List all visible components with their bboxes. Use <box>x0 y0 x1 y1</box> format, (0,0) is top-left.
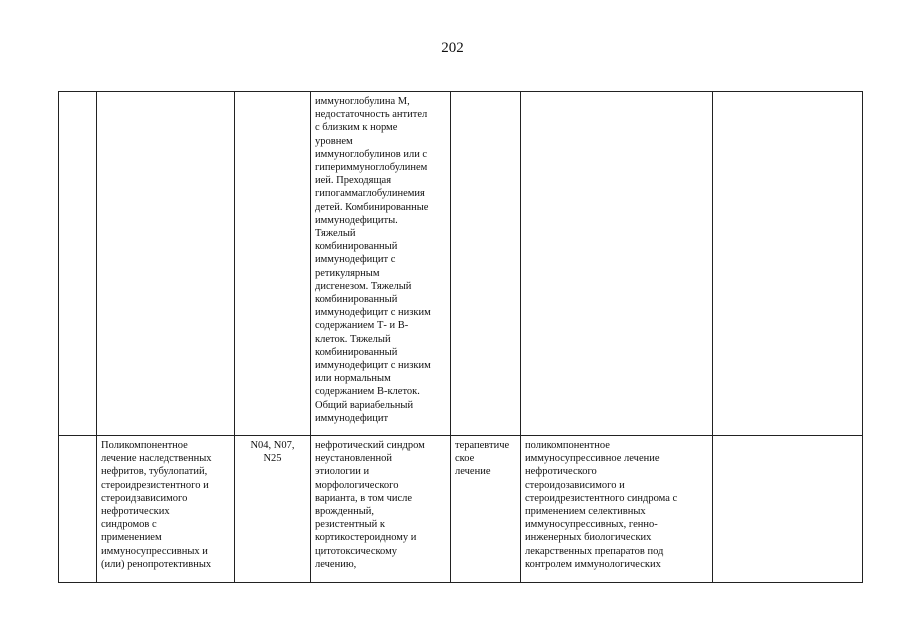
page-number: 202 <box>441 40 464 56</box>
treatment-name-cell <box>97 92 235 436</box>
treatment-type-cell: терапевтиче ское лечение <box>451 436 521 583</box>
icd-code-cell: N04, N07, N25 <box>235 436 311 583</box>
icd-code-cell <box>235 92 311 436</box>
diagnosis-cell: нефротический синдром неустановленной этиологии и морфологического варианта, в том числе врожденный, резистентный к кортикостероидному и цитотоксическому лечению, <box>311 436 451 583</box>
treatment-type-cell <box>451 92 521 436</box>
method-cell <box>521 92 713 436</box>
table-row <box>59 436 863 583</box>
extra-cell <box>713 92 863 436</box>
method-cell: поликомпонентное иммуносупрессивное лечение нефротического стероидозависимого и стероидрезистентного синдрома с применением селективных иммуносупрессивных, генно- инженерных биологических лекарственных препаратов под контролем иммунологических <box>521 436 713 583</box>
table-row <box>59 92 863 436</box>
extra-cell <box>713 436 863 583</box>
document-table <box>58 91 863 583</box>
row-number-cell <box>59 92 97 436</box>
diagnosis-cell: иммуноглобулина М, недостаточность антител с близким к норме уровнем иммуноглобулинов или с гипериммуноглобулинем ией. Преходящая гипогаммаглобулинемия детей. Комбинированные иммунодефициты. Тяжелый комбинированный иммунодефицит с ретикулярным дисгенезом. Тяжелый комбинированный иммунодефицит с низким содержанием Т- и В- клеток. Тяжелый комбинированный иммунодефицит с низким или нормальным содержанием В-клеток. Общий вариабельный иммунодефицит <box>311 92 451 436</box>
row-number-cell <box>59 436 97 583</box>
treatment-name-cell: Поликомпонентное лечение наследственных нефритов, тубулопатий, стероидрезистентного и стероидзависимого нефротических синдромов с применением иммуносупрессивных и (или) ренопротективных <box>97 436 235 583</box>
